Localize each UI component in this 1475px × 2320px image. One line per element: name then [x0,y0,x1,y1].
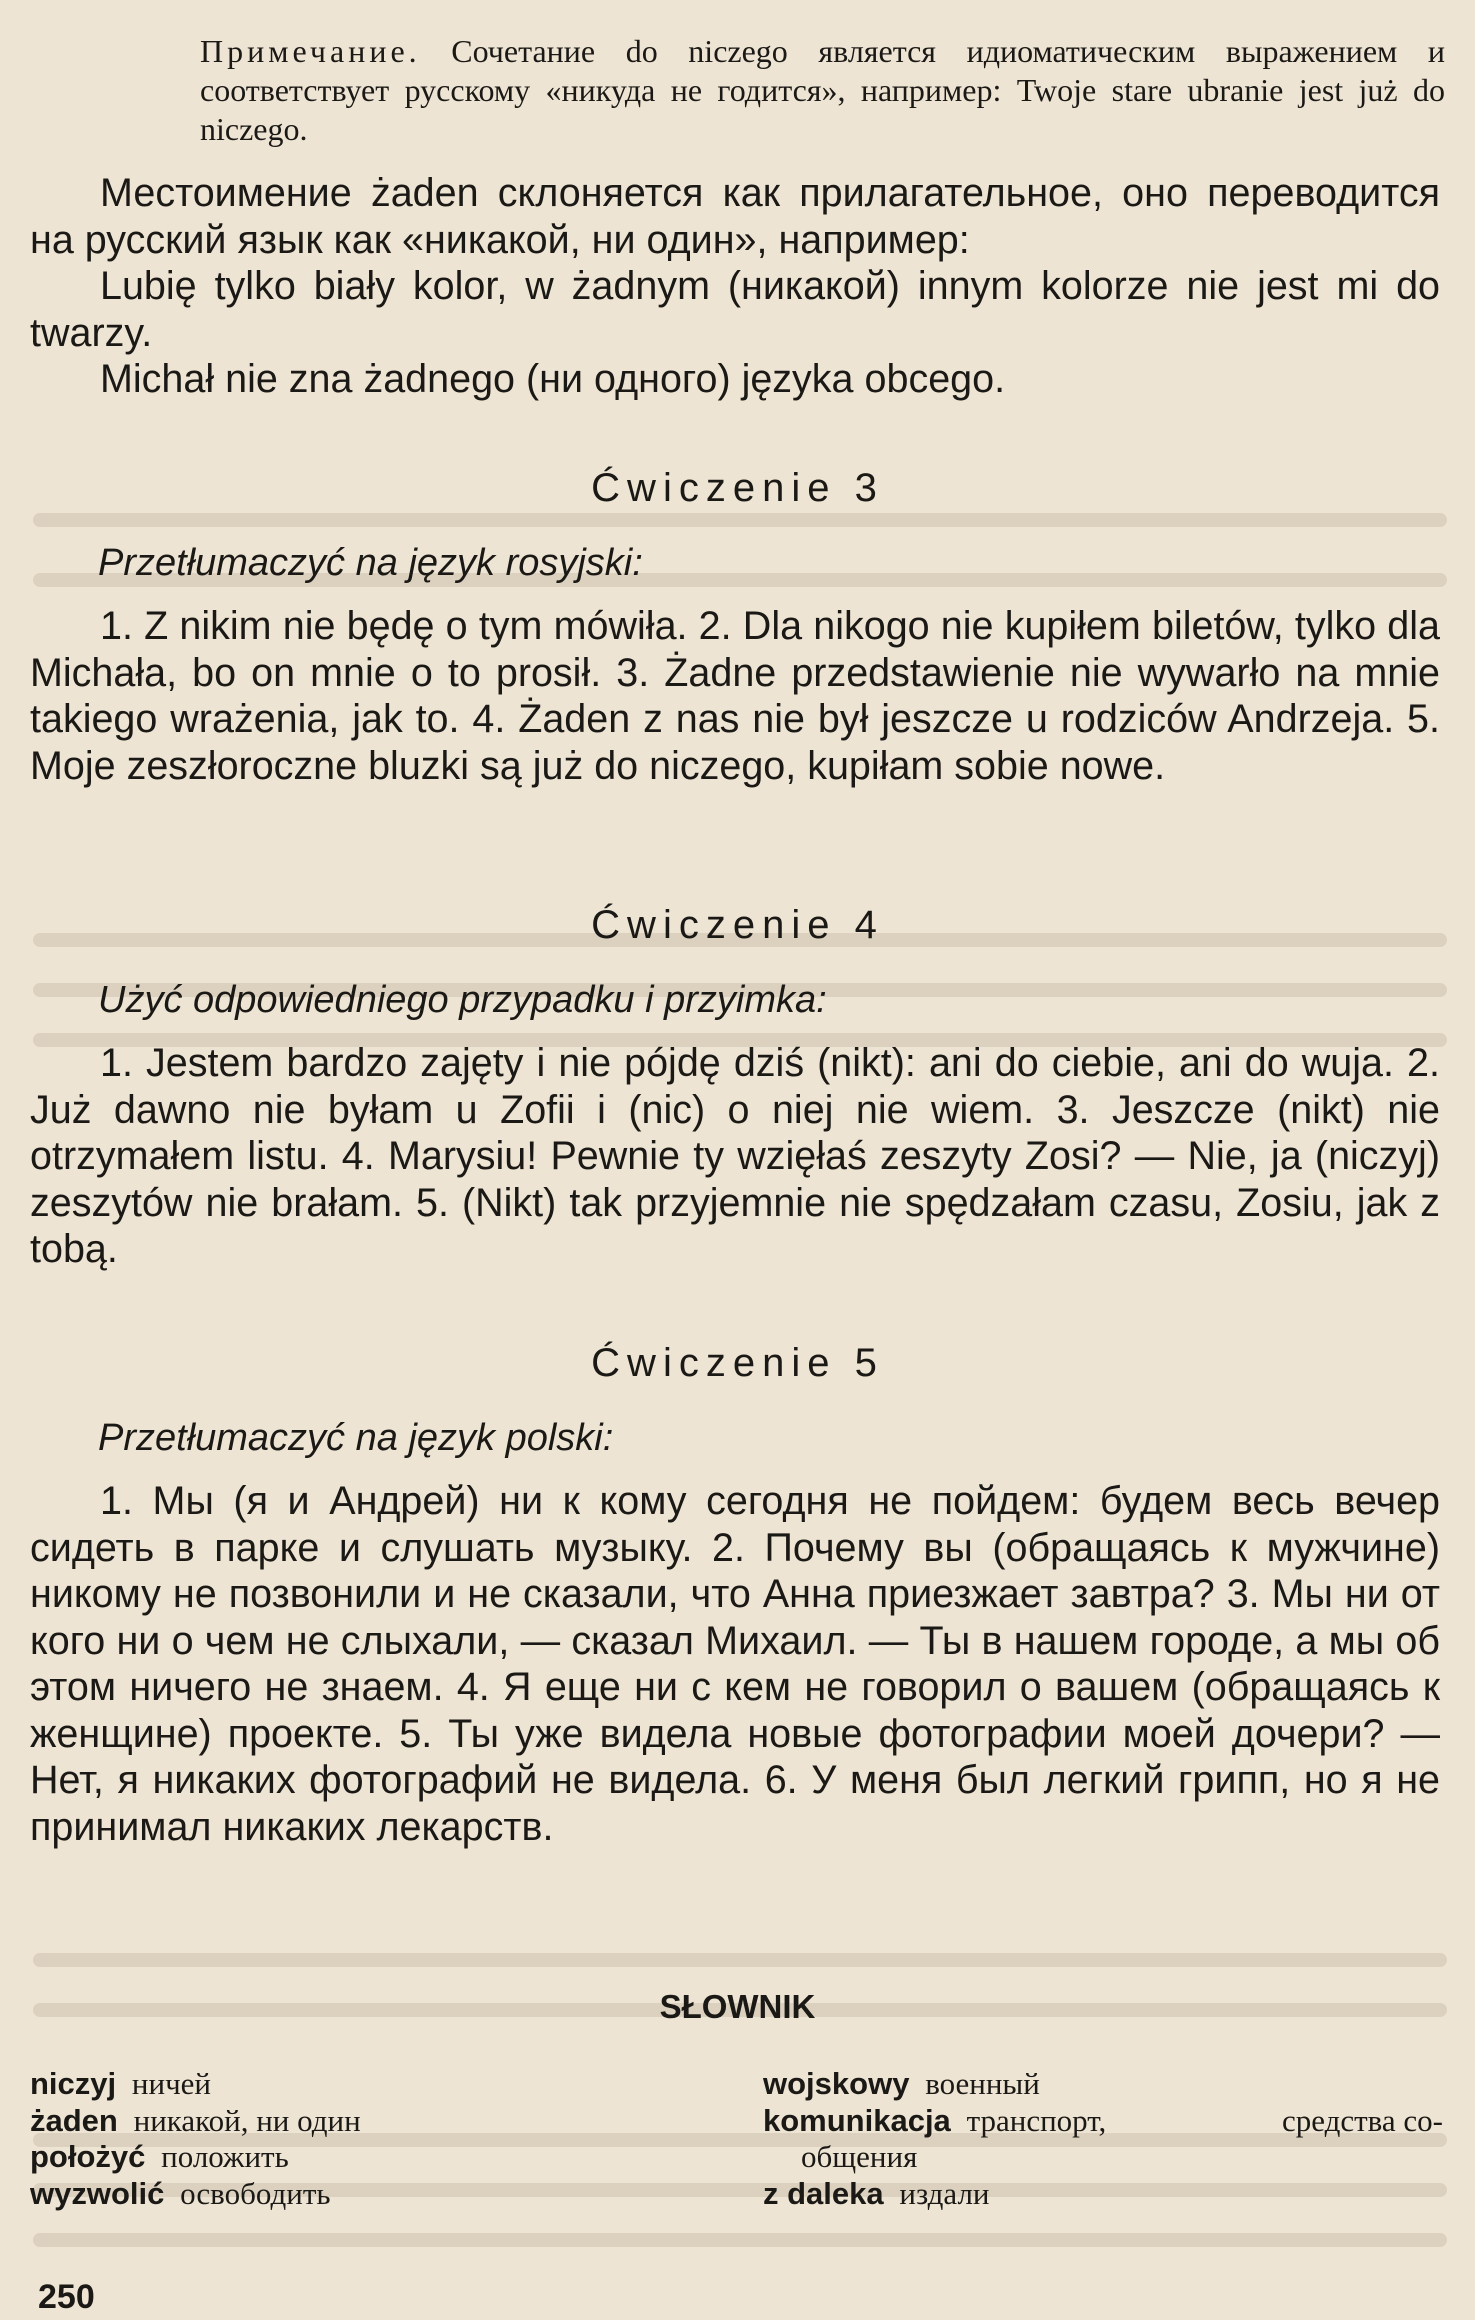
vocab-entry [763,2103,1443,2140]
vocab-word: wyzwolić [30,2175,165,2211]
vocab-word: wojskowy [763,2066,910,2101]
vocab-translation: издали [899,2175,990,2211]
exercise-4-text: 1. Jestem bardzo zajęty i nie pójdę dziś (nikt): ani do ciebie, ani do wuja. 2. Już dawno nie byłam u Zofii i (nic) o niej nie wiem. 3. Jeszcze (nikt) nie otrzymałem listu. 4. Marysiu! Pewnie ty wzięłaś zeszyty Zosi? — Nie, ja (niczyj) zeszytów nie brałam. 5. (Nikt) tak przyjemnie nie spędzałam czasu, Zosiu, jak z tobą. [30,1041,1440,1271]
intro-section [30,170,1440,403]
note-block [200,32,1445,149]
exercise-5-text: 1. Мы (я и Андрей) ни к кому сегодня не пойдем: будем весь вечер сидеть в парке и слушать музыку. 2. Почему вы (обращаясь к мужчине) никому не позвонили и не сказали, что Анна приезжает завтра? 3. Мы ни от кого ни о чем не слыхали, — сказал Михаил. — Ты в нашем городе, а мы об этом ничего не знаем. 4. Я еще ни с кем не говорил о вашем (обращаясь к женщине) проекте. 5. Ты уже видела новые фотографии моей дочери? — Нет, я никаких фотографий не видела. 6. У меня был легкий грипп, но я не принимал никаких лекарств. [30,1479,1440,1849]
vocab-translation: никакой, ни один [133,2102,361,2138]
exercise-3-heading: Ćwiczenie 3 [591,466,884,510]
vocab-word: komunikacja [763,2102,951,2138]
vocab-entry [30,2176,361,2213]
vocabulary-left-column [30,2066,361,2212]
vocab-translation: ничей [131,2066,212,2101]
exercise-4-heading: Ćwiczenie 4 [591,903,884,947]
vocab-entry [763,2066,1443,2103]
vocab-word: z daleka [763,2175,884,2211]
vocab-word: niczyj [30,2066,117,2101]
vocab-entry [30,2066,361,2103]
vocab-translation-continued: средства со- [1281,2102,1443,2138]
example-sentence-2: Michał nie zna żadnego (ни одного) języka obcego. [100,357,1006,401]
exercise-3-instruction: Przetłumaczyć na język rosyjski: [98,542,643,584]
note-text: Сочетание do niczego является идиоматическим выражением и соответствует русскому «никуда не годится», например: Twoje stare ubranie jest już do niczego. [200,33,1446,147]
exercise-5-instruction: Przetłumaczyć na język polski: [98,1417,614,1459]
exercise-3-text: 1. Z nikim nie będę o tym mówiła. 2. Dla nikogo nie kupiłem biletów, tylko dla Michała, bo on mnie o to prosił. 3. Żadne przedstawienie nie wywarło na mnie takiego wrażenia, jak to. 4. Żaden z nas nie był jeszcze u rodziców Andrzeja. 5. Moje zeszłoroczne bluzki są już do niczego, kupiłam sobie nowe. [30,604,1440,788]
vocab-translation-end: общения [801,2139,918,2174]
vocab-entry [30,2139,361,2176]
vocabulary-right-column [763,2066,1443,2212]
vocab-entry [30,2103,361,2140]
exercise-4-instruction: Użyć odpowiedniego przypadku i przyimka: [98,979,827,1021]
vocab-word: położyć [30,2139,146,2174]
example-sentence-1: Lubię tylko biały kolor, w żadnym (никакой) innym kolorze nie jest mi do twarzy. [30,264,1440,355]
vocab-entry-continuation [763,2139,1443,2176]
vocab-entry [763,2176,1443,2213]
vocab-translation: положить [161,2139,289,2174]
vocab-word: żaden [30,2102,118,2138]
vocab-translation: транспорт, [966,2102,1107,2138]
intro-paragraph: Местоимение żaden склоняется как прилагательное, оно переводится на русский язык как «никакой, ни один», например: [30,171,1440,262]
vocab-translation: освободить [180,2175,331,2211]
vocabulary-title: SŁOWNIK [659,1988,816,2025]
vocab-translation: военный [925,2066,1040,2101]
exercise-5-heading: Ćwiczenie 5 [591,1341,884,1385]
page-number: 250 [38,2278,95,2316]
note-label: Примечание. [200,33,421,69]
